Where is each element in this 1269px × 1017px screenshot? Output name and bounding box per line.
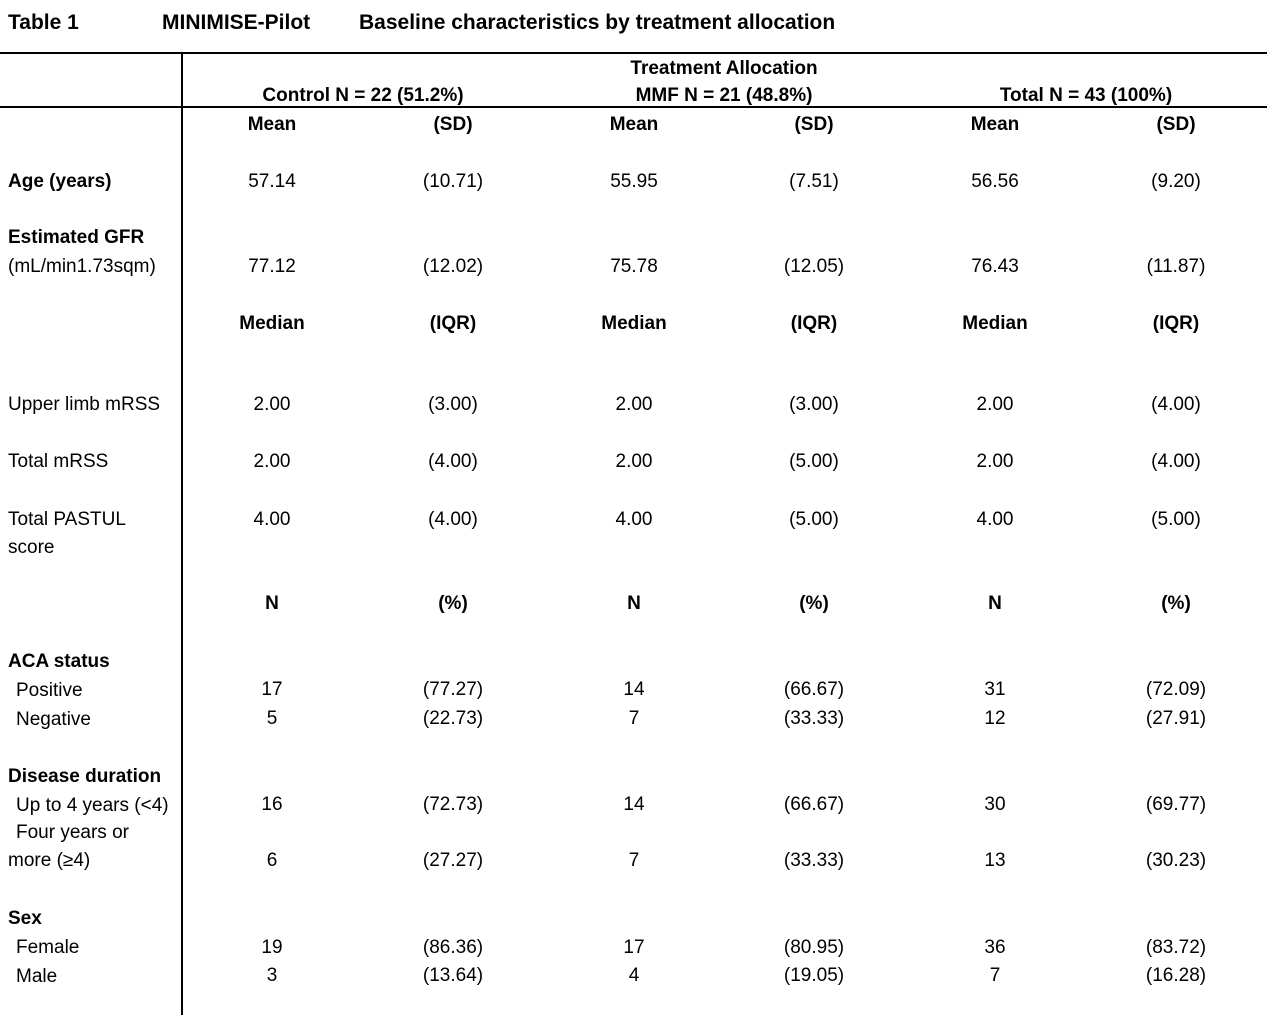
cell-age-total-sd: (9.20)	[1151, 171, 1201, 192]
row-label-sex-male: Male	[16, 966, 58, 987]
row-label-gfr-units: (mL/min1.73sqm)	[8, 256, 156, 277]
cell-aca-negative-total-n: 12	[984, 708, 1006, 729]
subheader-mean-mmf: Mean	[609, 114, 659, 135]
cell-pastul-total-median: 4.00	[976, 509, 1014, 530]
cell-age-control-mean: 57.14	[248, 171, 296, 192]
cell-sex-female-control-n: 19	[261, 937, 283, 958]
row-label-sex-female: Female	[16, 937, 80, 958]
cell-duration-lt4-control-n: 16	[261, 794, 283, 815]
cell-duration-lt4-mmf-pct: (66.67)	[783, 794, 845, 815]
cell-sex-male-control-pct: (13.64)	[422, 965, 484, 986]
cell-total-mrss-total-median: 2.00	[976, 451, 1014, 472]
row-label-duration-ge4: Four years or	[16, 822, 129, 843]
cell-aca-positive-mmf-n: 14	[623, 679, 645, 700]
subheader-median-total: Median	[962, 313, 1028, 334]
cell-aca-positive-total-pct: (72.09)	[1145, 679, 1207, 700]
cell-duration-ge4-total-n: 13	[984, 850, 1006, 871]
cell-upper-limb-mmf-iqr: (3.00)	[789, 394, 839, 415]
cell-pastul-control-iqr: (4.00)	[428, 509, 478, 530]
row-label-aca-positive: Positive	[16, 680, 83, 701]
row-label-aca-negative: Negative	[16, 709, 91, 730]
cell-total-mrss-control-median: 2.00	[253, 451, 291, 472]
cell-duration-lt4-control-pct: (72.73)	[422, 794, 484, 815]
row-label-pastul-line2: score	[8, 537, 55, 558]
cell-duration-ge4-total-pct: (30.23)	[1145, 850, 1207, 871]
row-label-duration-lt4: Up to 4 years (<4)	[16, 795, 169, 816]
cell-pastul-mmf-median: 4.00	[615, 509, 653, 530]
cell-upper-limb-control-iqr: (3.00)	[428, 394, 478, 415]
cell-gfr-mmf-mean: 75.78	[610, 256, 658, 277]
cell-pastul-control-median: 4.00	[253, 509, 291, 530]
cell-sex-male-total-n: 7	[989, 965, 1001, 986]
section-heading-sex: Sex	[8, 908, 42, 929]
group-header-control: Control N = 22 (51.2%)	[262, 85, 464, 106]
cell-total-mrss-mmf-median: 2.00	[615, 451, 653, 472]
cell-gfr-control-mean: 77.12	[248, 256, 296, 277]
group-header-mmf: MMF N = 21 (48.8%)	[635, 85, 813, 106]
cell-pastul-total-iqr: (5.00)	[1151, 509, 1201, 530]
cell-sex-female-total-n: 36	[984, 937, 1006, 958]
cell-sex-female-control-pct: (86.36)	[422, 937, 484, 958]
label-column-divider	[181, 53, 183, 1015]
cell-sex-male-mmf-pct: (19.05)	[783, 965, 845, 986]
table-description: Baseline characteristics by treatment allocation	[359, 11, 836, 34]
cell-sex-female-total-pct: (83.72)	[1145, 937, 1207, 958]
cell-sex-female-mmf-n: 17	[623, 937, 645, 958]
cell-gfr-control-sd: (12.02)	[422, 256, 484, 277]
subheader-iqr-control: (IQR)	[429, 313, 477, 334]
table-number: Table 1	[8, 11, 79, 34]
subheader-pct-control: (%)	[438, 593, 468, 614]
cell-gfr-total-mean: 76.43	[971, 256, 1019, 277]
cell-age-total-mean: 56.56	[971, 171, 1019, 192]
cell-aca-positive-mmf-pct: (66.67)	[783, 679, 845, 700]
cell-sex-male-mmf-n: 4	[628, 965, 640, 986]
cell-duration-ge4-mmf-pct: (33.33)	[783, 850, 845, 871]
cell-aca-negative-control-pct: (22.73)	[422, 708, 484, 729]
cell-duration-lt4-total-n: 30	[984, 794, 1006, 815]
cell-sex-male-control-n: 3	[266, 965, 278, 986]
cell-total-mrss-control-iqr: (4.00)	[428, 451, 478, 472]
cell-pastul-mmf-iqr: (5.00)	[789, 509, 839, 530]
section-heading-aca: ACA status	[8, 651, 110, 672]
cell-upper-limb-total-median: 2.00	[976, 394, 1014, 415]
cell-aca-positive-total-n: 31	[984, 679, 1006, 700]
cell-duration-lt4-mmf-n: 14	[623, 794, 645, 815]
cell-age-mmf-mean: 55.95	[610, 171, 658, 192]
cell-sex-female-mmf-pct: (80.95)	[783, 937, 845, 958]
subheader-pct-total: (%)	[1161, 593, 1191, 614]
cell-upper-limb-control-median: 2.00	[253, 394, 291, 415]
subheader-median-mmf: Median	[601, 313, 667, 334]
subheader-iqr-total: (IQR)	[1152, 313, 1200, 334]
group-header-total: Total N = 43 (100%)	[999, 85, 1173, 106]
row-label-duration-ge4-line2: more (≥4)	[8, 850, 91, 871]
subheader-sd-total: (SD)	[1156, 114, 1196, 135]
section-heading-duration: Disease duration	[8, 766, 162, 787]
cell-upper-limb-mmf-median: 2.00	[615, 394, 653, 415]
cell-aca-negative-mmf-n: 7	[628, 708, 640, 729]
subheader-sd-mmf: (SD)	[794, 114, 834, 135]
treatment-allocation-spanner: Treatment Allocation	[630, 58, 818, 79]
cell-upper-limb-total-iqr: (4.00)	[1151, 394, 1201, 415]
cell-duration-ge4-control-pct: (27.27)	[422, 850, 484, 871]
subheader-sd-control: (SD)	[433, 114, 473, 135]
top-rule	[0, 52, 1267, 54]
cell-aca-negative-mmf-pct: (33.33)	[783, 708, 845, 729]
row-label-total-mrss: Total mRSS	[8, 451, 109, 472]
subheader-n-mmf: N	[627, 593, 641, 614]
subheader-mean-total: Mean	[970, 114, 1020, 135]
cell-gfr-mmf-sd: (12.05)	[783, 256, 845, 277]
cell-aca-positive-control-n: 17	[261, 679, 283, 700]
subheader-mean-control: Mean	[247, 114, 297, 135]
row-label-age: Age (years)	[8, 171, 112, 192]
cell-sex-male-total-pct: (16.28)	[1145, 965, 1207, 986]
cell-duration-ge4-control-n: 6	[266, 850, 278, 871]
cell-aca-negative-total-pct: (27.91)	[1145, 708, 1207, 729]
cell-duration-ge4-mmf-n: 7	[628, 850, 640, 871]
cell-aca-positive-control-pct: (77.27)	[422, 679, 484, 700]
subheader-median-control: Median	[239, 313, 305, 334]
cell-age-mmf-sd: (7.51)	[789, 171, 839, 192]
header-bottom-rule	[0, 106, 1267, 108]
cell-aca-negative-control-n: 5	[266, 708, 278, 729]
row-label-pastul: Total PASTUL	[8, 509, 126, 530]
cell-gfr-total-sd: (11.87)	[1146, 256, 1206, 277]
cell-age-control-sd: (10.71)	[422, 171, 484, 192]
subheader-iqr-mmf: (IQR)	[790, 313, 838, 334]
cell-total-mrss-total-iqr: (4.00)	[1151, 451, 1201, 472]
row-label-gfr: Estimated GFR	[8, 227, 145, 248]
subheader-pct-mmf: (%)	[799, 593, 829, 614]
row-label-upper-limb: Upper limb mRSS	[8, 394, 161, 415]
cell-duration-lt4-total-pct: (69.77)	[1145, 794, 1207, 815]
cell-total-mrss-mmf-iqr: (5.00)	[789, 451, 839, 472]
subheader-n-control: N	[265, 593, 279, 614]
study-name: MINIMISE-Pilot	[162, 11, 311, 34]
subheader-n-total: N	[988, 593, 1002, 614]
